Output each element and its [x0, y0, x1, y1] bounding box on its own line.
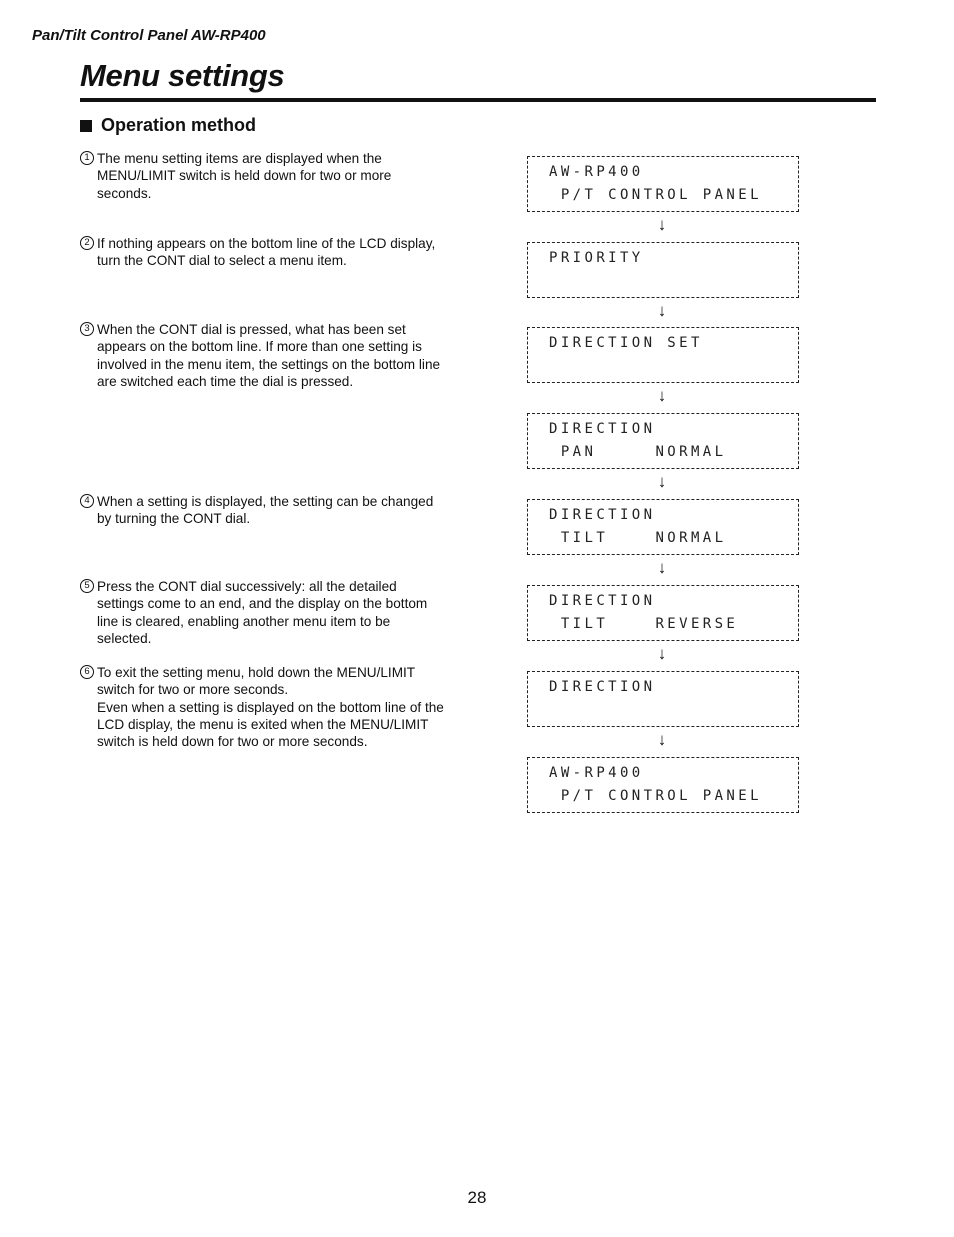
lcd-line-1: AW-RP400 — [549, 765, 644, 781]
step-4 — [80, 493, 462, 528]
square-bullet-icon — [80, 120, 92, 132]
lcd-line-1: DIRECTION — [549, 421, 656, 437]
section-heading — [80, 115, 256, 136]
lcd-screen-1 — [527, 156, 799, 212]
lcd-line-2: TILT REVERSE — [549, 616, 739, 632]
down-arrow-icon: ↓ — [657, 472, 667, 491]
down-arrow-icon: ↓ — [657, 386, 667, 405]
down-arrow-icon: ↓ — [657, 215, 667, 234]
lcd-line-1: DIRECTION SET — [549, 335, 703, 351]
down-arrow-icon: ↓ — [657, 301, 667, 320]
lcd-screen-2 — [527, 242, 799, 298]
lcd-screen-4 — [527, 413, 799, 469]
lcd-line-2: P/T CONTROL PANEL — [549, 187, 762, 203]
step-5 — [80, 578, 462, 647]
step-number-2: 2 — [80, 236, 94, 250]
step-number-1: 1 — [80, 151, 94, 165]
page-number: 28 — [467, 1188, 487, 1207]
lcd-screen-3 — [527, 327, 799, 383]
down-arrow-icon: ↓ — [657, 558, 667, 577]
step-number-3: 3 — [80, 322, 94, 336]
lcd-line-1: PRIORITY — [549, 250, 644, 266]
lcd-line-1: AW-RP400 — [549, 164, 644, 180]
document-header: Pan/Tilt Control Panel AW-RP400 — [32, 27, 266, 44]
lcd-screen-7 — [527, 671, 799, 727]
lcd-line-2: P/T CONTROL PANEL — [549, 788, 762, 804]
down-arrow-icon: ↓ — [657, 730, 667, 749]
page-title: Menu settings — [80, 58, 285, 93]
step-text: If nothing appears on the bottom line of the LCD display, turn the CONT dial to select a menu item. — [97, 236, 436, 269]
lcd-line-1: DIRECTION — [549, 507, 656, 523]
step-text: When the CONT dial is pressed, what has been set appears on the bottom line. If more than one setting is involved in the menu item, the settings on the bottom line are switched each time the dial is pressed. — [97, 322, 441, 389]
lcd-line-2: PAN NORMAL — [549, 444, 727, 460]
lcd-line-1: DIRECTION — [549, 679, 656, 695]
lcd-line-1: DIRECTION — [549, 593, 656, 609]
step-text: The menu setting items are displayed when the MENU/LIMIT switch is held down for two or more seconds. — [97, 151, 392, 201]
step-text: To exit the setting menu, hold down the MENU/LIMIT switch for two or more seconds. Even when a setting is displayed on the bottom line of the LCD display, the menu is exited when the MENU/LIMIT switch is held down for two or more seconds. — [97, 665, 444, 750]
step-2 — [80, 235, 462, 270]
lcd-screen-8 — [527, 757, 799, 813]
step-3 — [80, 321, 462, 390]
title-rule — [80, 98, 876, 102]
lcd-screen-6 — [527, 585, 799, 641]
step-number-5: 5 — [80, 579, 94, 593]
step-1 — [80, 150, 462, 202]
lcd-screen-5 — [527, 499, 799, 555]
step-number-6: 6 — [80, 665, 94, 679]
step-number-4: 4 — [80, 494, 94, 508]
step-6 — [80, 664, 462, 750]
step-text: When a setting is displayed, the setting can be changed by turning the CONT dial. — [97, 494, 434, 527]
lcd-line-2: TILT NORMAL — [549, 530, 727, 546]
down-arrow-icon: ↓ — [657, 644, 667, 663]
section-heading-text: Operation method — [101, 115, 257, 135]
step-text: Press the CONT dial successively: all the detailed settings come to an end, and the display on the bottom line is cleared, enabling another menu item to be selected. — [97, 579, 428, 646]
